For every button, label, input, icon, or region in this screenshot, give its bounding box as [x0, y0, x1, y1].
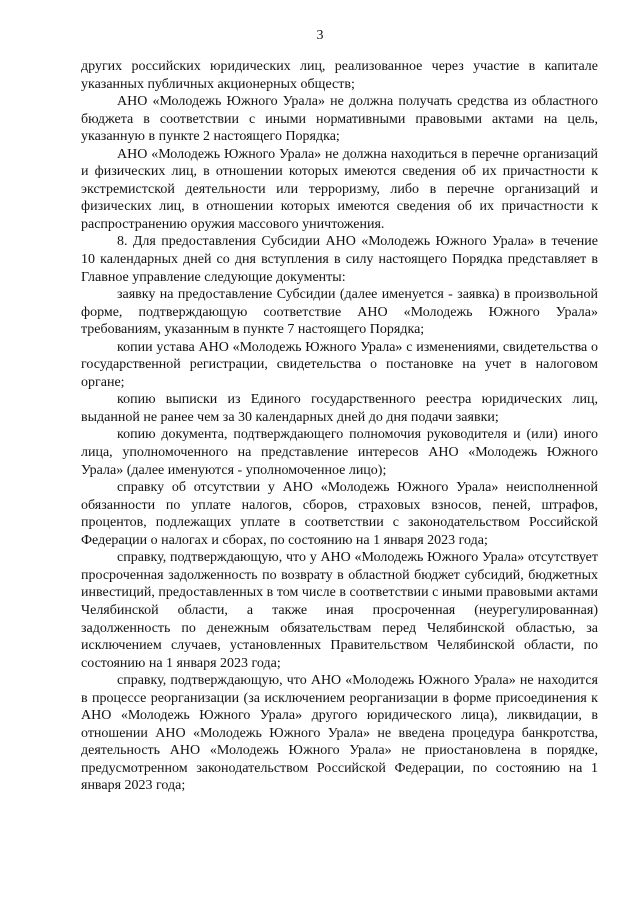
- paragraph-charter-copies: копии устава АНО «Молодежь Южного Урала» с изменениями, свидетельства о государственной регистрации, свидетельства о постановке на учет в налоговом органе;: [81, 339, 598, 390]
- paragraph-no-reorganization: справку, подтверждающую, что АНО «Молодежь Южного Урала» не находится в процессе реорганизации (за исключением реорганизации в форме присоединения к АНО «Молодежь Южного Урала» другого юридического лица), ликвидации, в отношении АНО «Молодежь Южного Урала» не введена процедура банкротства, деятельность АНО «Молодежь Южного Урала» не приостановлена в порядке, предусмотренном законодательством Российской Федерации, по состоянию на 1 января 2023 года;: [81, 673, 598, 794]
- page-number: 3: [316, 28, 324, 43]
- document-body: [81, 58, 598, 795]
- paragraph-continuation: других российских юридических лиц, реализованное через участие в капитале указанных публичных акционерных обществ;: [81, 59, 598, 92]
- paragraph-not-in-extremist-list: АНО «Молодежь Южного Урала» не должна находиться в перечне организаций и физических лиц, в отношении которых имеются сведения об их причастности к экстремистской деятельности или терроризму, либо в перечне организаций и физических лиц, в отношении которых имеются сведения об их причастности к распространению оружия массового уничтожения.: [81, 146, 598, 232]
- paragraph-registry-extract: копию выписки из Единого государственного реестра юридических лиц, выданной не ранее чем за 30 календарных дней до дня подачи заявки;: [81, 392, 598, 425]
- paragraph-no-budget-funds: АНО «Молодежь Южного Урала» не должна получать средства из областного бюджета в соответствии с иными нормативными правовыми актами на цель, указанную в пункте 2 настоящего Порядка;: [81, 94, 598, 145]
- paragraph-item-8-documents: 8. Для предоставления Субсидии АНО «Молодежь Южного Урала» в течение 10 календарных дней со дня вступления в силу настоящего Порядка представляет в Главное управление следующие документы:: [81, 234, 598, 285]
- paragraph-tax-certificate: справку об отсутствии у АНО «Молодежь Южного Урала» неисполненной обязанности по уплате налогов, сборов, страховых взносов, пеней, штрафов, процентов, подлежащих уплате в соответствии с законодательством Российской Федерации о налогах и сборах, по состоянию на 1 января 2023 года;: [81, 480, 598, 548]
- paragraph-authority-document: копию документа, подтверждающего полномочия руководителя и (или) иного лица, уполномоченного на представление интересов АНО «Молодежь Южного Урала» (далее именуются - уполномоченное лицо);: [81, 427, 598, 478]
- paragraph-application: заявку на предоставление Субсидии (далее именуется - заявка) в произвольной форме, подтверждающую соответствие АНО «Молодежь Южного Урала» требованиям, указанным в пункте 7 настоящего Порядка;: [81, 287, 598, 338]
- paragraph-no-overdue-debt: справку, подтверждающую, что у АНО «Молодежь Южного Урала» отсутствует просроченная задолженность по возврату в областной бюджет субсидий, бюджетных инвестиций, предоставленных в том числе в соответствии с иными правовыми актами Челябинской области, а также иная просроченная (неурегулированная) задолженность по денежным обязательствам перед Челябинской областью, за исключением случаев, установленных Правительством Челябинской области, по состоянию на 1 января 2023 года;: [81, 550, 598, 671]
